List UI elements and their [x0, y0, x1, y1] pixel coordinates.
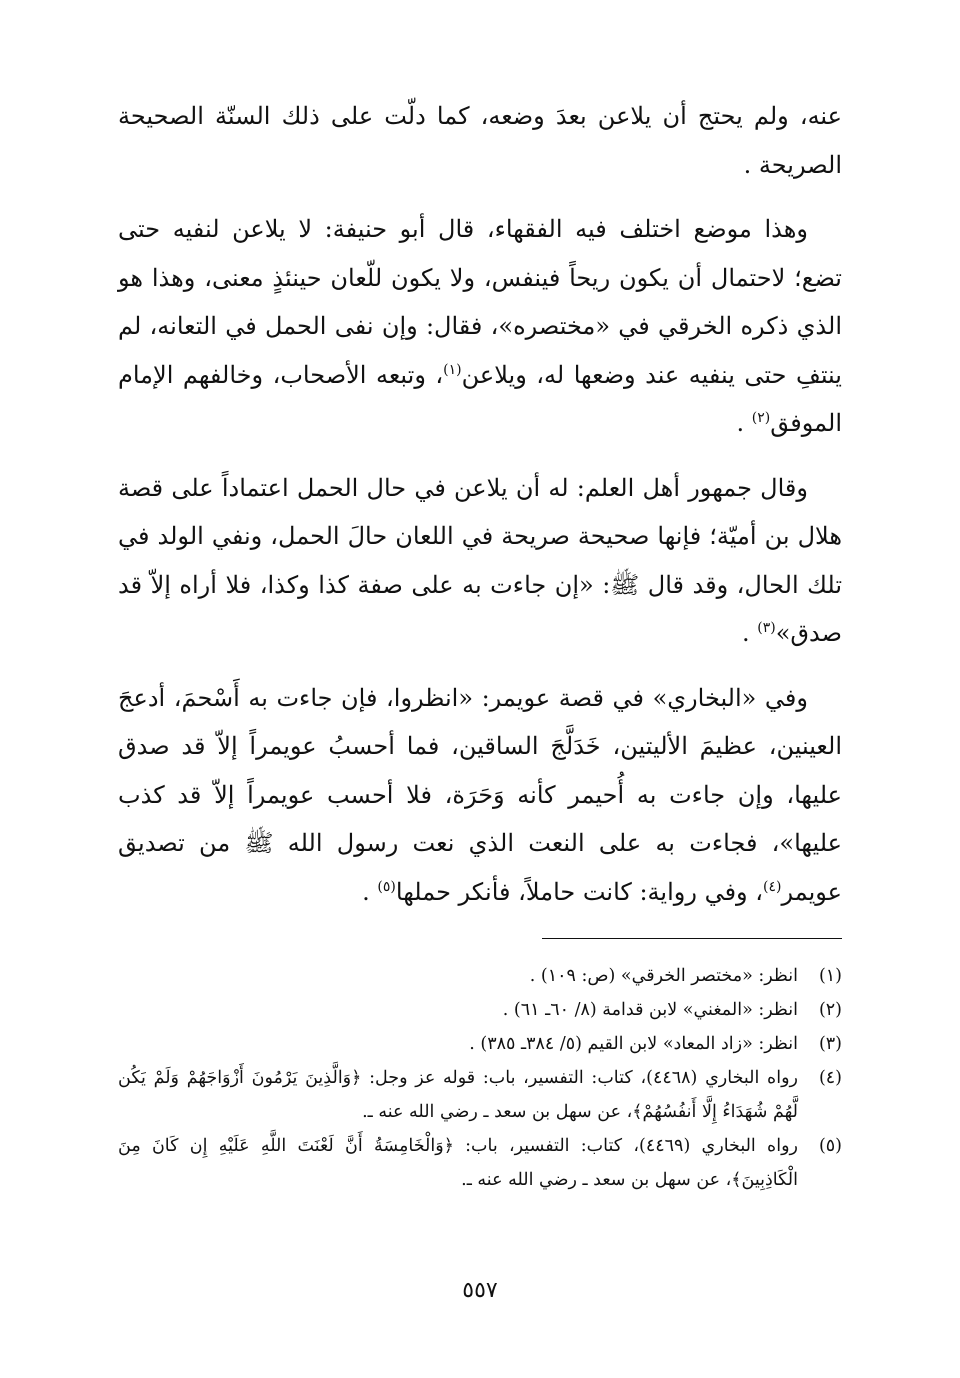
footnote-number: (٣) — [818, 1034, 842, 1054]
footnote — [118, 959, 842, 993]
footnote-number: (٤) — [818, 1068, 842, 1088]
paragraph — [118, 205, 842, 448]
paragraph-text: وقال جمهور أهل العلم: له أن يلاعن في حال الحمل اعتماداً على قصة هلال بن أميّة؛ فإنها صحيحة صريحة في اللعان حالَ الحمل، ونفي الولد في تلك الحال، وقد قال ﷺ: «إن جاءت به على صفة كذا وكذا، فلا أراه إلاّ قد صدق» — [118, 473, 842, 647]
paragraph-text: ، وتبعه الأصحاب، وخالفهم الإمام الموفق — [118, 360, 842, 437]
footnote — [118, 1129, 842, 1197]
footnote-number: (٢) — [818, 1000, 842, 1020]
paragraph — [118, 92, 842, 189]
paragraph-text: ، وفي رواية: كانت حاملاً، فأنكر حملها — [395, 877, 764, 906]
footnote — [118, 993, 842, 1027]
footnote-number: (١) — [818, 966, 842, 986]
footnotes-section — [118, 959, 842, 1197]
footnote-text: انظر: «المغني» لابن قدامة (٨/ ٦٠ـ ٦١) . — [502, 1000, 798, 1020]
page-body — [118, 92, 842, 1197]
paragraph-text: . — [736, 409, 752, 437]
footnote-marker: (٣) — [757, 620, 776, 636]
footnote-text: رواه البخاري (٤٤٦٨)، كتاب: التفسير، باب: قوله عز وجل: ﴿وَالَّذِينَ يَرْمُونَ أَزْوَاجَهُمْ وَلَمْ يَكُن لَّهُمْ شُهَدَاءُ إِلَّا أَنفُسُهُمْ﴾، عن سهل بن سعد ـ رضي الله عنه ـ. — [118, 1068, 798, 1122]
paragraph-text: . — [741, 619, 758, 647]
footnote-text: انظر: «مختصر الخرقي» (ص: ١٠٩) . — [529, 966, 798, 986]
footnote-text: رواه البخاري (٤٤٦٩)، كتاب: التفسير، باب: ﴿وَالْخَامِسَةُ أَنَّ لَعْنَتَ اللَّهِ عَلَيْهِ إِن كَانَ مِنَ الْكَاذِبِينَ﴾، عن سهل بن سعد ـ رضي الله عنه ـ. — [118, 1136, 798, 1190]
paragraph-text: عنه، ولم يحتج أن يلاعن بعدَ وضعه، كما دلّت على ذلك السنّة الصحيحة الصريحة . — [118, 102, 842, 179]
footnote — [118, 1061, 842, 1129]
footnote-marker: (٥) — [377, 878, 396, 895]
footnote-marker: (٤) — [763, 878, 782, 895]
paragraph-text: وهذا موضع اختلف فيه الفقهاء، قال أبو حنيفة: لا يلاعن لنفيه حتى تضع؛ لاحتمال أن يكون ريحاً فينفس، ولا يكون للّعان حينئذٍ معنى، وهذا هو الذي ذكره الخرقي في «مختصره»، فقال: وإن نفى الحمل في التعانه، لم ينتفِ حتى ينفيه عند وضعها له، ويلاعن — [118, 215, 842, 389]
footnote-marker: (٢) — [751, 410, 771, 426]
footnote-number: (٥) — [818, 1136, 842, 1156]
footnote-text: انظر: «زاد المعاد» لابن القيم (٥/ ٣٨٤ـ ٣٨٥) . — [469, 1034, 798, 1054]
footnote — [118, 1027, 842, 1061]
paragraph-text: وفي «البخاري» في قصة عويمر: «انظروا، فإن جاءت به أَسْحمَ، أدعجَ العينين، عظيمَ الأليتين، خَدَلَّجَ الساقين، فما أحسبُ عويمراً إلاّ قد صدق عليها، وإن جاءت به أُحيمر كأنه وَحَرَة، فلا أحسب عويمراً إلاّ قد كذب عليها»، فجاءت به على النعت الذي نعت رسول الله ﷺ من تصديق عويمر — [118, 683, 842, 906]
footnote-marker: (١) — [443, 361, 462, 378]
footnote-divider — [542, 938, 842, 939]
paragraph — [118, 674, 842, 917]
paragraph-text: . — [362, 877, 378, 906]
paragraph — [118, 464, 842, 658]
page-number: ٥٥٧ — [462, 1278, 498, 1303]
